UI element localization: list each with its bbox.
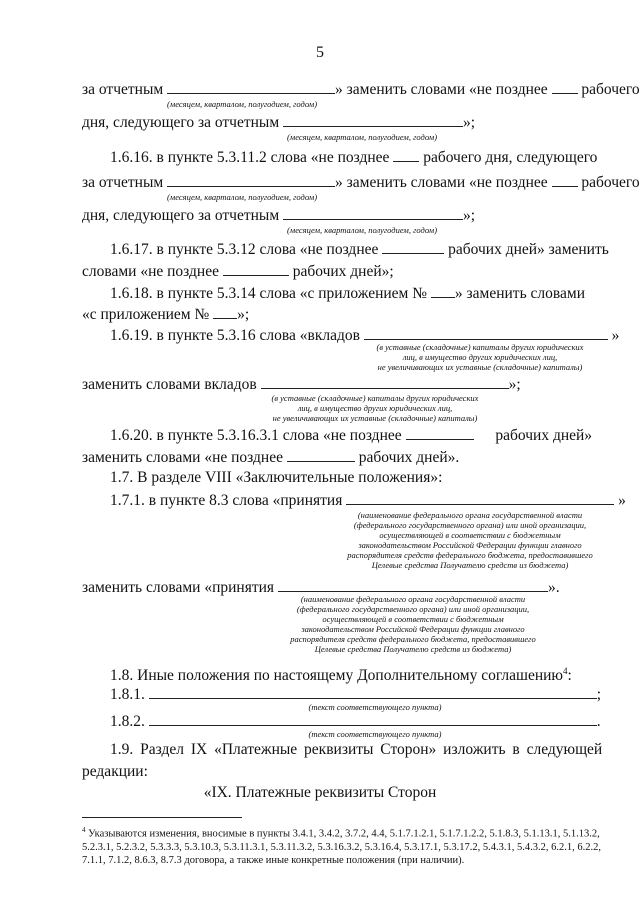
- blank-field: [346, 491, 614, 505]
- paragraph-line: 1.7.1. в пункте 8.3 слова «принятия »: [110, 492, 626, 509]
- paragraph-line: заменить словами вкладов »;: [82, 376, 521, 393]
- blank-field: [167, 173, 335, 187]
- field-caption: (наименование федерального органа государственной власти (федерального государственного органа) или иной организации, осуществляющей в соответствии с бюджетным законодательством Российской Федерации функции главного распорядителя средств федерального бюджета, предоставившего Целевые средства Получателю средств из бюджета): [290, 594, 536, 654]
- blank-field: [552, 173, 578, 187]
- paragraph-line: 1.8. Иные положения по настоящему Дополнительному соглашению$^4$:: [110, 666, 572, 685]
- blank-field: [283, 113, 463, 127]
- blank-field: [223, 262, 289, 276]
- paragraph-line: за отчетным » заменить словами «не позднее рабочего: [82, 174, 640, 191]
- blank-field: [149, 712, 597, 726]
- paragraph-line: 1.6.16. в пункте 5.3.11.2 слова «не позднее рабочего дня, следующего: [110, 149, 598, 166]
- paragraph-line: 1.6.17. в пункте 5.3.12 слова «не позднее рабочих дней» заменить: [110, 241, 609, 258]
- blank-field: [167, 80, 335, 94]
- paragraph-line: «с приложением № »;: [82, 306, 250, 323]
- field-caption: (в уставные (складочные) капиталы других юридических лиц, в имущество других юридических лиц, не увеличивающих их уставные (складочные) капиталы): [376, 342, 584, 372]
- footnote-text: Указываются изменения, вносимые в пункты 3.4.1, 3.4.2, 3.7.2, 4.4, 5.1.7.1.2.1, 5.1.7.1.2.2, 5.1.8.3, 5.1.13.1, 5.1.13.2, 5.2.3.1, 5.2.3.2, 5.3.3.3, 5.3.10.3, 5.3.11.3.1, 5.3.11.3.2, 5.3.16.3.2, 5.3.16.4, 5.3.17.1, 5.3.17.2, 5.4.3.1, 5.4.3.2, 6.2.1, 6.2.2, 7.1.1, 7.1.2, 8.6.3, 8.7.3 договора, а также иные конкретные положения (при наличии).: [82, 828, 601, 866]
- footnote: [82, 824, 612, 867]
- field-caption: (текст соответствующего пункта): [308, 729, 442, 739]
- section-heading: 1.7. В разделе VIII «Заключительные положения»:: [110, 469, 443, 486]
- paragraph-line: заменить словами «принятия ».: [82, 579, 560, 596]
- blank-field: [364, 326, 608, 340]
- field-caption: (месяцем, кварталом, полугодием, годом): [166, 99, 318, 109]
- field-caption: (наименование федерального органа государственной власти (федерального государственного органа) или иной организации, осуществляющей в соответствии с бюджетным законодательством Российской Федерации функции главного распорядителя средств федерального бюджета, предоставившего Целевые средства Получателю средств из бюджета): [347, 510, 593, 570]
- blank-field: [382, 240, 444, 254]
- page-number: 5: [316, 44, 324, 61]
- blank-field: [406, 426, 474, 440]
- paragraph-line: за отчетным » заменить словами «не позднее рабочего: [82, 81, 640, 98]
- paragraph-line: дня, следующего за отчетным »;: [82, 114, 476, 131]
- paragraph-line: словами «не позднее рабочих дней»;: [82, 263, 394, 280]
- blank-field: [287, 448, 355, 462]
- blank-field: [149, 685, 597, 699]
- section-title: «IX. Платежные реквизиты Сторон: [203, 784, 437, 801]
- field-caption: (месяцем, кварталом, полугодием, годом): [286, 132, 438, 142]
- field-caption: (месяцем, кварталом, полугодием, годом): [166, 192, 318, 202]
- blank-field: [213, 305, 237, 319]
- paragraph-line: 1.9. Раздел IX «Платежные реквизиты Сторон» изложить в следующей: [110, 741, 603, 758]
- field-caption: (месяцем, кварталом, полугодием, годом): [286, 225, 438, 235]
- paragraph-line: 1.6.19. в пункте 5.3.16 слова «вкладов »: [110, 327, 620, 344]
- blank-field: [283, 206, 463, 220]
- paragraph-line: заменить словами «не позднее рабочих дней».: [82, 449, 460, 466]
- footnote-divider: [82, 817, 242, 818]
- blank-field: [431, 284, 455, 298]
- paragraph-line: дня, следующего за отчетным »;: [82, 207, 476, 224]
- blank-field: [278, 578, 548, 592]
- paragraph-line: редакции:: [82, 763, 148, 780]
- field-caption: (текст соответствующего пункта): [308, 702, 442, 712]
- paragraph-line: 1.6.20. в пункте 5.3.16.3.1 слова «не позднее рабочих дней»: [110, 427, 593, 444]
- field-caption: (в уставные (складочные) капиталы других юридических лиц, в имущество других юридических лиц, не увеличивающих их уставные (складочные) капиталы): [271, 393, 479, 423]
- paragraph-line: 1.6.18. в пункте 5.3.14 слова «с приложением № » заменить словами: [110, 285, 585, 302]
- blank-field: [393, 148, 419, 162]
- paragraph-line: 1.8.2. .: [110, 713, 601, 730]
- blank-field: [261, 375, 509, 389]
- paragraph-line: 1.8.1. ;: [110, 686, 602, 703]
- footnote-mark: 4: [82, 826, 86, 834]
- blank-field: [552, 80, 578, 94]
- footnote-ref: 4: [563, 666, 568, 676]
